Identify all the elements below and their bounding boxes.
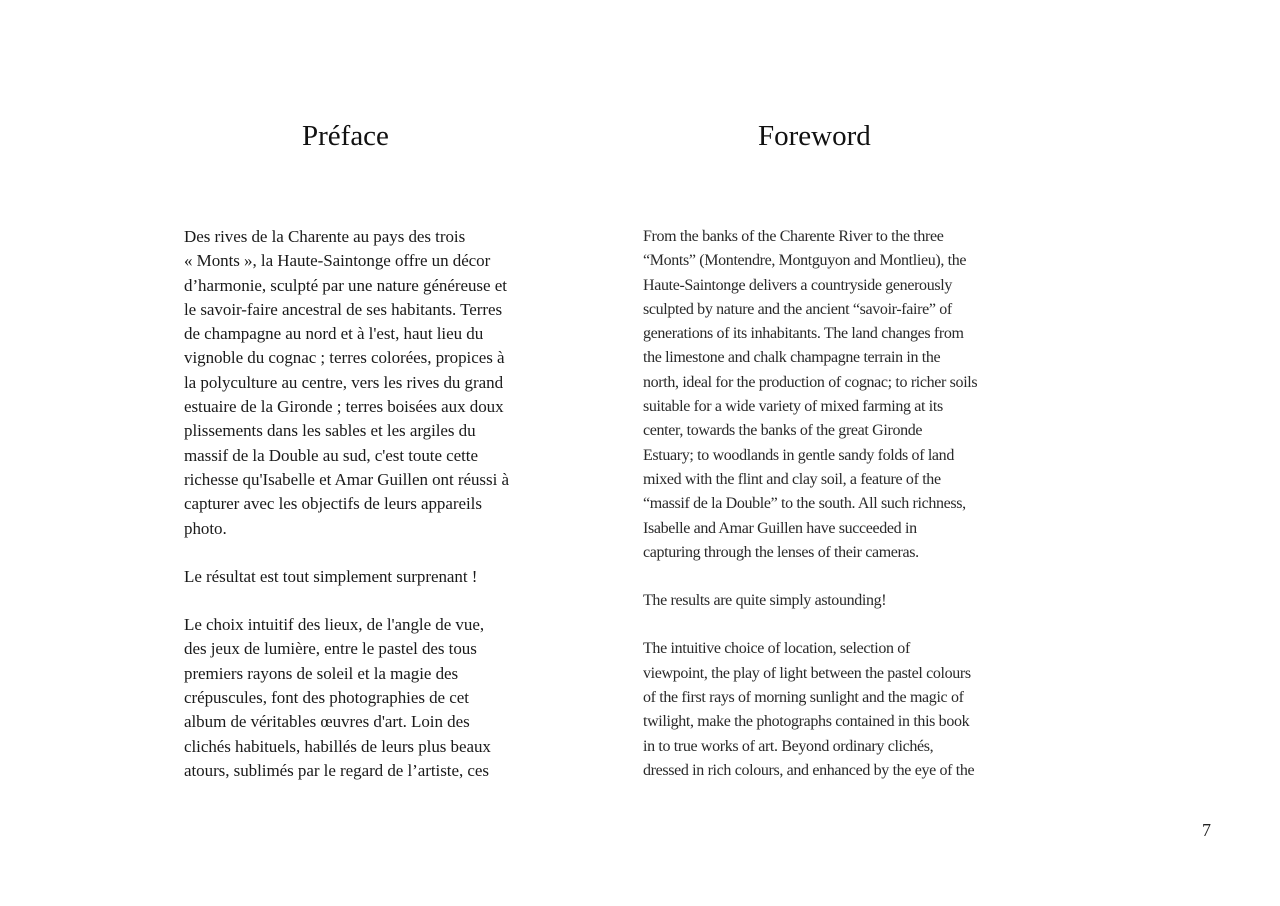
text-line: massif de la Double au sud, c'est toute cette — [184, 445, 478, 465]
text-line: de champagne au nord et à l'est, haut lieu du — [184, 324, 484, 344]
french-paragraph-1 — [158, 225, 558, 541]
text-line: in to true works of art. Beyond ordinary clichés, — [643, 737, 934, 755]
text-line: Haute-Saintonge delivers a countryside generously — [643, 276, 952, 294]
text-line: center, towards the banks of the great Gironde — [643, 422, 923, 440]
text-line: d’harmonie, sculpté par une nature généreuse et — [184, 275, 507, 295]
text-line: album de véritables œuvres d'art. Loin des — [184, 712, 470, 732]
text-line: vignoble du cognac ; terres colorées, propices à — [184, 348, 505, 368]
text-line: la polyculture au centre, vers les rives du grand — [184, 372, 504, 392]
text-line: viewpoint, the play of light between the pastel colours — [643, 664, 971, 682]
text-line: dressed in rich colours, and enhanced by the eye of the — [643, 761, 975, 779]
text-line: photo. — [184, 518, 227, 538]
english-paragraph-1 — [617, 225, 1022, 565]
preface-title: Préface — [302, 120, 389, 152]
english-body — [617, 225, 1022, 807]
text-line: The results are quite simply astounding! — [643, 592, 887, 610]
text-line: capturing through the lenses of their cameras. — [643, 543, 919, 561]
text-line: of the first rays of morning sunlight and the magic of — [643, 689, 964, 707]
text-line: Des rives de la Charente au pays des trois — [184, 227, 466, 246]
page-number: 7 — [1202, 820, 1211, 840]
english-paragraph-2 — [617, 589, 1022, 613]
text-line: north, ideal for the production of cognac; to richer soils — [643, 373, 978, 391]
text-line: le savoir-faire ancestral de ses habitants. Terres — [184, 299, 503, 319]
text-line: Le choix intuitif des lieux, de l'angle de vue, — [184, 615, 485, 635]
text-line: twilight, make the photographs contained in this book — [643, 713, 970, 731]
french-body — [158, 225, 558, 807]
text-line: Le résultat est tout simplement surprenant ! — [184, 566, 478, 586]
french-paragraph-2 — [158, 565, 558, 589]
text-line: atours, sublimés par le regard de l’artiste, ces — [184, 760, 489, 780]
text-line: “Monts” (Montendre, Montguyon and Montlieu), the — [643, 252, 967, 270]
text-line: The intuitive choice of location, selection of — [643, 640, 910, 658]
text-line: premiers rayons de soleil et la magie des — [184, 663, 459, 683]
text-line: capturer avec les objectifs de leurs appareils — [184, 494, 482, 514]
text-line: generations of its inhabitants. The land changes from — [643, 325, 964, 343]
text-line: plissements dans les sables et les argiles du — [184, 421, 476, 441]
text-line: mixed with the flint and clay soil, a feature of the — [643, 470, 941, 488]
text-line: des jeux de lumière, entre le pastel des tous — [184, 639, 477, 659]
text-line: Isabelle and Amar Guillen have succeeded in — [643, 519, 917, 537]
text-line: richesse qu'Isabelle et Amar Guillen ont réussi à — [184, 469, 509, 489]
english-paragraph-3 — [617, 637, 1022, 783]
french-paragraph-3 — [158, 613, 558, 783]
foreword-title: Foreword — [758, 120, 871, 152]
text-line: the limestone and chalk champagne terrain in the — [643, 349, 941, 367]
text-line: « Monts », la Haute-Saintonge offre un décor — [184, 251, 491, 271]
text-line: sculpted by nature and the ancient “savoir-faire” of — [643, 300, 952, 318]
text-line: From the banks of the Charente River to the three — [643, 228, 944, 245]
text-line: clichés habituels, habillés de leurs plus beaux — [184, 736, 491, 756]
text-line: Estuary; to woodlands in gentle sandy folds of land — [643, 446, 954, 464]
text-line: suitable for a wide variety of mixed farming at its — [643, 398, 943, 416]
text-line: estuaire de la Gironde ; terres boisées aux doux — [184, 397, 504, 417]
text-line: crépuscules, font des photographies de cet — [184, 688, 469, 708]
text-line: “massif de la Double” to the south. All such richness, — [643, 495, 966, 513]
